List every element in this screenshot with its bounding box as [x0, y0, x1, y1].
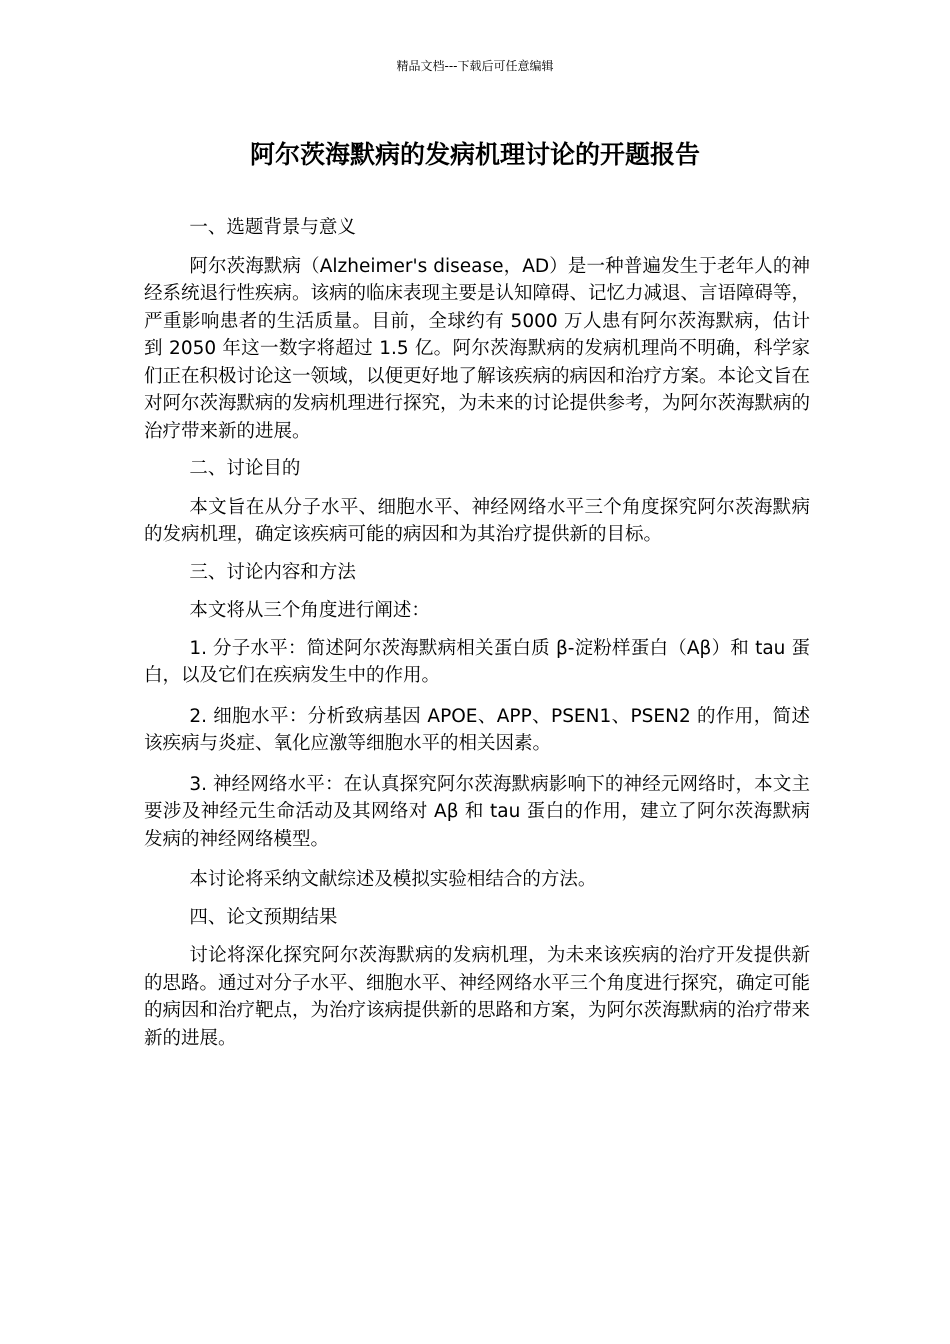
document-title: 阿尔茨海默病的发病机理讨论的开题报告 — [249, 140, 700, 169]
paragraph-purpose: 本文旨在从分子水平、细胞水平、神经网络水平三个角度探究阿尔茨海默病的发病机理，确定该疾病可能的病因和为其治疗提供新的目标。 — [144, 496, 810, 545]
paragraph-content-intro: 本文将从三个角度进行阐述： — [189, 600, 430, 621]
section-heading-expected-results: 四、论文预期结果 — [189, 906, 338, 928]
list-item-molecular: 1. 分子水平：简述阿尔茨海默病相关蛋白质 β-淀粉样蛋白（Aβ）和 tau 蛋白，以及它们在疾病发生中的作用。 — [144, 637, 810, 686]
paragraph-expected-results: 讨论将深化探究阿尔茨海默病的发病机理，为未来该疾病的治疗开发提供新的思路。通过对分子水平、细胞水平、神经网络水平三个角度进行探究，确定可能的病因和治疗靶点，为治疗该病提供新的思路和方案，为阿尔茨海默病的治疗带来新的进展。 — [144, 945, 811, 1049]
header-note: 精品文档---下载后可任意编辑 — [396, 59, 554, 73]
section-heading-background: 一、选题背景与意义 — [189, 217, 356, 238]
document-body — [144, 214, 810, 1062]
paragraph-method: 本讨论将采纳文献综述及模拟实验相结合的方法。 — [189, 869, 597, 890]
section-heading-content-method: 三、讨论内容和方法 — [189, 561, 356, 583]
list-item-neural-network: 3. 神经网络水平：在认真探究阿尔茨海默病影响下的神经元网络时，本文主要涉及神经元生命活动及其网络对 Aβ 和 tau 蛋白的作用，建立了阿尔茨海默病发病的神经网络模型。 — [144, 773, 810, 850]
paragraph-background: 阿尔茨海默病（Alzheimer's disease，AD）是一种普遍发生于老年人的神经系统退行性疾病。该病的临床表现主要是认知障碍、记忆力减退、言语障碍等，严重影响患者的生活质量。目前，全球约有 5000 万人患有阿尔茨海默病，估计到 2050 年这一数字将超过 1.5 亿。阿尔茨海默病的发病机理尚不明确，科学家们正在积极讨论这一领域，以便更好地了解该疾病的病因和治疗方案。本论文旨在对阿尔茨海默病的发病机理进行探究，为未来的讨论提供参考，为阿尔茨海默病的治疗带来新的进展。 — [144, 255, 811, 442]
list-item-cellular: 2. 细胞水平：分析致病基因 APOE、APP、PSEN1、PSEN2 的作用，简述该疾病与炎症、氧化应激等细胞水平的相关因素。 — [144, 705, 810, 754]
section-heading-purpose: 二、讨论目的 — [189, 458, 301, 479]
